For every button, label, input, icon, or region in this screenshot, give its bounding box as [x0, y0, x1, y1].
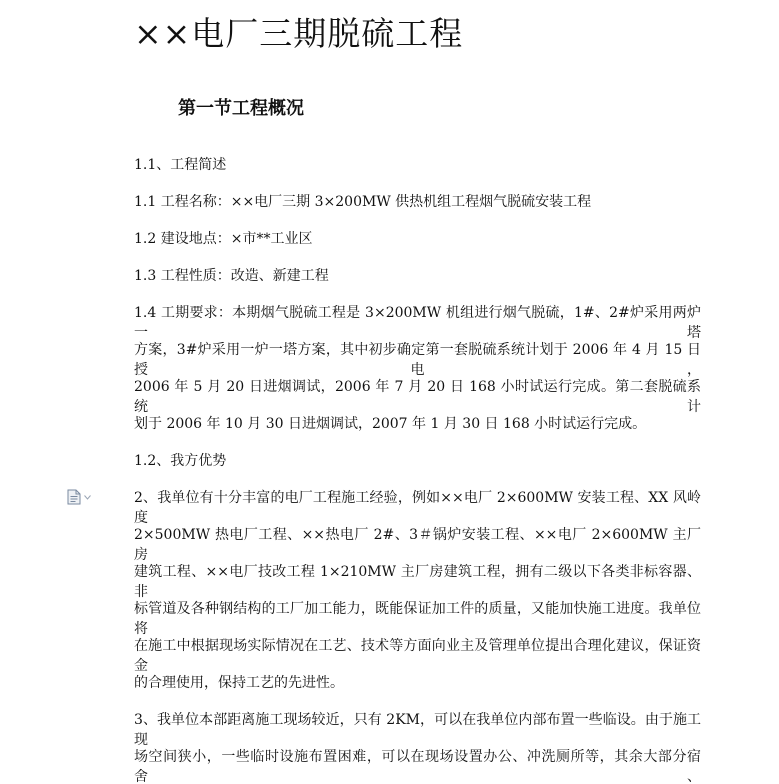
section-heading: 第一节工程概况: [178, 98, 304, 119]
paragraph-line: 2×500MW 热电厂工程、××热电厂 2#、3＃锅炉安装工程、××电厂 2×600MW 主厂房: [134, 527, 701, 563]
chevron-down-icon: [84, 495, 91, 500]
paragraph-options-button[interactable]: [67, 489, 97, 505]
paragraph-line: 的合理使用，保持工艺的先进性。: [134, 675, 344, 691]
paragraph-line: 2006 年 5 月 20 日进烟调试，2006 年 7 月 20 日 168 小时试运行完成。第二套脱硫系统计: [134, 379, 701, 415]
paragraph-line: 1.1、工程简述: [134, 157, 227, 173]
paragraph-line: 1.4 工期要求：本期烟气脱硫工程是 3×200MW 机组进行烟气脱硫，1#、2#炉采用两炉一塔: [134, 305, 701, 341]
document-icon: [67, 489, 81, 505]
paragraph-line: 2、我单位有十分丰富的电厂工程施工经验，例如××电厂 2×600MW 安装工程、XX 风岭度: [134, 490, 701, 526]
document-title: ××电厂三期脱硫工程: [134, 14, 464, 53]
paragraph-line: 建筑工程、××电厂技改工程 1×210MW 主厂房建筑工程，拥有二级以下各类非标容器、非: [134, 564, 701, 600]
paragraph-line: 3、我单位本部距离施工现场较近，只有 2KM，可以在我单位内部布置一些临设。由于施工现: [134, 712, 701, 748]
paragraph-line: 1.3 工程性质：改造、新建工程: [134, 268, 329, 284]
paragraph-line: 划于 2006 年 10 月 30 日进烟调试，2007 年 1 月 30 日 168 小时试运行完成。: [134, 416, 647, 432]
paragraph-line: 标管道及各种钢结构的工厂加工能力，既能保证加工件的质量，又能加快施工进度。我单位将: [134, 601, 701, 637]
paragraph-line: 1.2、我方优势: [134, 453, 227, 469]
paragraph-line: 在施工中根据现场实际情况在工艺、技术等方面向业主及管理单位提出合理化建议，保证资金: [134, 638, 701, 674]
paragraph-line: 场空间狭小，一些临时设施布置困难，可以在现场设置办公、冲洗厕所等，其余大部分宿舍、: [134, 749, 701, 784]
paragraph-line: 1.1 工程名称：××电厂三期 3×200MW 供热机组工程烟气脱硫安装工程: [134, 194, 592, 210]
paragraph-line: 方案，3#炉采用一炉一塔方案，其中初步确定第一套脱硫系统计划于 2006 年 4 月 15 日授电，: [134, 342, 701, 378]
paragraph-line: 1.2 建设地点：×市**工业区: [134, 231, 313, 247]
